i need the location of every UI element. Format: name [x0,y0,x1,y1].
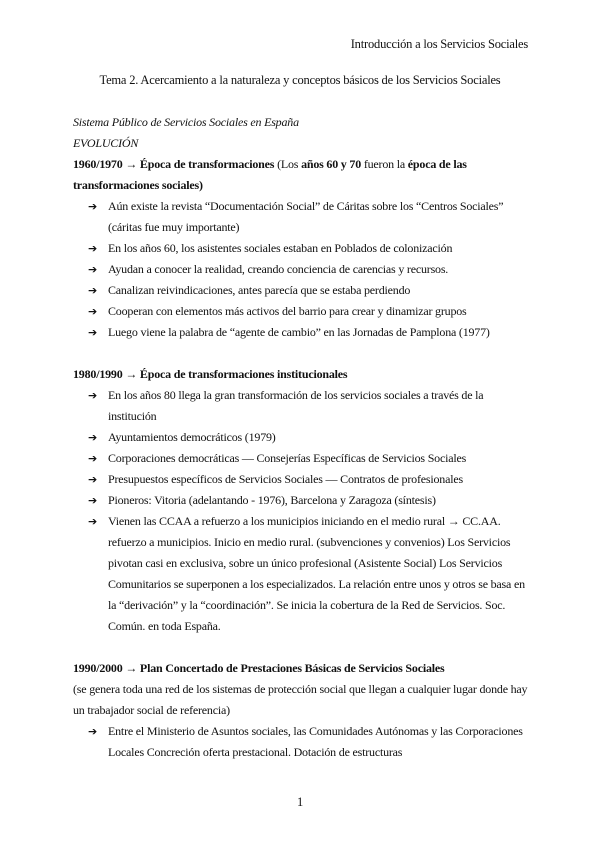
list-item-text: Pioneros: Vitoria (adelantando - 1976), Barcelona y Zaragoza (síntesis) [108,493,436,507]
list-item-text: Cooperan con elementos más activos del barrio para crear y dinamizar grupos [108,304,467,318]
list-item [73,301,533,322]
arrow-right-icon: ➔ [88,389,98,402]
tema-title: Tema 2. Acercamiento a la naturaleza y conceptos básicos de los Servicios Sociales [99,73,501,87]
list-item [73,259,533,280]
system-title: Sistema Público de Servicios Sociales en España [73,115,299,129]
list-item [73,322,533,343]
list-item [73,385,533,427]
evolution-label: EVOLUCIÓN [73,136,139,150]
arrow-right-icon: ➔ [88,284,98,297]
section-1990-heading: 1990/2000 → Plan Concertado de Prestaciones Básicas de Servicios Sociales [73,661,445,675]
arrow-right-icon: ➔ [88,326,98,339]
arrow-right-icon: ➔ [88,242,98,255]
list-item-text: Corporaciones democráticas — Consejerías Específicas de Servicios Sociales [108,451,467,465]
spacer [73,343,533,364]
list-item-text: Ayudan a conocer la realidad, creando conciencia de carencias y recursos. [108,262,449,276]
section-1960-heading-cont: transformaciones sociales) [73,178,203,192]
section-1960-heading-epoca: época de las [407,157,467,171]
list-item-text: En los años 60, los asistentes sociales estaban en Poblados de colonización [108,241,453,255]
list-item-text: Presupuestos específicos de Servicios Sociales — Contratos de profesionales [108,472,463,486]
document-body [73,112,533,763]
spacer [73,637,533,658]
list-item [73,448,533,469]
list-item-text: Ayuntamientos democráticos (1979) [108,430,276,444]
list-item [73,427,533,448]
section-1990-note: (se genera toda una red de los sistemas de protección social que llegan a cualquier lugar donde hay un trabajador social de referencia) [73,682,528,717]
section-1960-heading [73,154,533,175]
section-1960-list [73,196,533,343]
arrow-right-icon: ➔ [88,725,98,738]
arrow-right-icon: ➔ [88,263,98,276]
section-1990-list [73,721,533,763]
list-item-text: Entre el Ministerio de Asuntos sociales, las Comunidades Autónomas y las Corporaciones Locales Concreción oferta prestacional. Dotación de estructuras [108,724,523,759]
list-item-text: Aún existe la revista “Documentación Social” de Cáritas sobre los “Centros Sociales” (cáritas fue muy importante) [108,199,504,234]
list-item-text: Vienen las CCAA a refuerzo a los municipios iniciando en el medio rural → CC.AA. refuerzo a municipios. Inicio en medio rural. (subvenciones y convenios) Los Servicios pivotan casi en exclusiva, sobre un único profesional (Asistente Social) Los Servicios Comunitarios se superponen a los especializados. La relación entre unos y otros se basa en la “derivación” y la “coordinación”. Se inicia la cobertura de la Red de Servicios. Soc. Común. en toda España. [108,514,525,633]
list-item-text: Luego viene la palabra de “agente de cambio” en las Jornadas de Pamplona (1977) [108,325,490,339]
section-1960-heading-text2: fueron la [361,157,408,171]
arrow-right-icon: ➔ [88,305,98,318]
arrow-right-icon: ➔ [88,431,98,444]
list-item-text: Canalizan reivindicaciones, antes parecía que se estaba perdiendo [108,283,411,297]
list-item [73,469,533,490]
section-1960-heading-years: años 60 y 70 [301,157,362,171]
section-1980-list [73,385,533,637]
arrow-right-icon: ➔ [88,473,98,486]
list-item [73,490,533,511]
arrow-right-icon: ➔ [88,494,98,507]
list-item-text: En los años 80 llega la gran transformación de los servicios sociales a través de la institución [108,388,484,423]
arrow-right-icon: ➔ [88,452,98,465]
list-item [73,196,533,238]
arrow-right-icon: ➔ [88,200,98,213]
list-item [73,238,533,259]
list-item [73,511,533,637]
list-item [73,721,533,763]
section-1960-heading-text: (Los [274,157,302,171]
arrow-right-icon: ➔ [88,515,98,528]
list-item [73,280,533,301]
document-header-title: Introducción a los Servicios Sociales [350,37,528,51]
page-number: 1 [296,795,304,809]
section-1980-heading: 1980/1990 → Época de transformaciones institucionales [73,367,348,381]
section-1960-heading-bold: 1960/1970 → Época de transformaciones [73,157,275,171]
